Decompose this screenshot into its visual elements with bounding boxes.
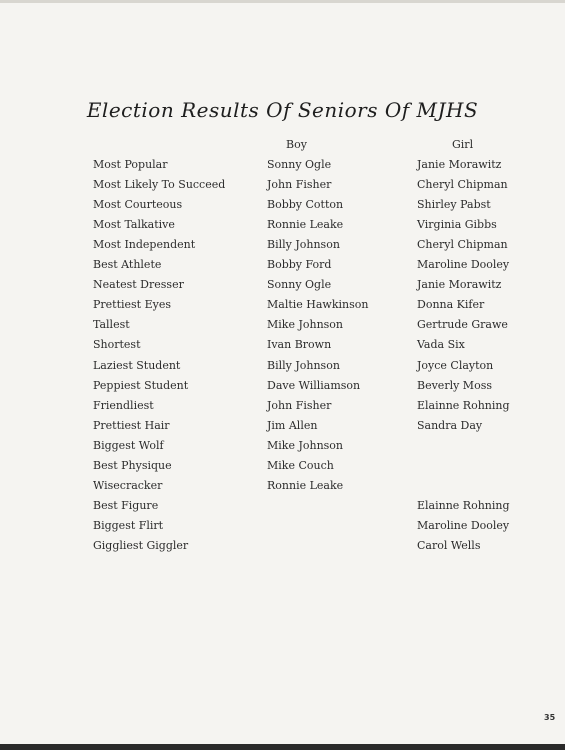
girl-winner: Vada Six	[417, 338, 465, 351]
boy-winner: Mike Johnson	[267, 439, 344, 452]
category-label: Most Talkative	[93, 218, 175, 231]
result-row	[0, 399, 565, 419]
girl-winner: Cheryl Chipman	[417, 238, 508, 251]
result-row	[0, 539, 565, 559]
boy-winner: Ronnie Leake	[267, 218, 344, 231]
category-label: Best Physique	[93, 459, 172, 472]
category-label: Most Popular	[93, 158, 168, 171]
result-row	[0, 258, 565, 278]
boy-winner: John Fisher	[267, 399, 332, 412]
boy-winner: Ivan Brown	[267, 338, 332, 351]
result-row	[0, 278, 565, 298]
girl-winner: Maroline Dooley	[417, 519, 510, 532]
result-row	[0, 298, 565, 318]
category-label: Most Likely To Succeed	[93, 178, 226, 191]
category-label: Shortest	[93, 338, 141, 351]
girl-winner: Beverly Moss	[417, 379, 492, 392]
category-label: Best Figure	[93, 499, 159, 512]
page-number: 35	[544, 713, 556, 722]
result-row	[0, 379, 565, 399]
girl-winner: Maroline Dooley	[417, 258, 510, 271]
category-label: Prettiest Eyes	[93, 298, 171, 311]
result-row	[0, 359, 565, 379]
girl-winner: Shirley Pabst	[417, 198, 491, 211]
category-label: Prettiest Hair	[93, 419, 170, 432]
result-row	[0, 419, 565, 439]
category-label: Best Athlete	[93, 258, 162, 271]
category-label: Tallest	[93, 318, 130, 331]
category-label: Laziest Student	[93, 359, 181, 372]
girl-winner: Gertrude Grawe	[417, 318, 508, 331]
boy-winner: Sonny Ogle	[267, 158, 332, 171]
boy-winner: Mike Johnson	[267, 318, 344, 331]
girl-winner: Donna Kifer	[417, 298, 485, 311]
boy-winner: Dave Williamson	[267, 379, 361, 392]
result-row	[0, 479, 565, 499]
page-top-edge	[0, 0, 565, 3]
boy-column-header: Boy	[286, 138, 307, 151]
result-row	[0, 318, 565, 338]
category-label: Biggest Wolf	[93, 439, 164, 452]
girl-winner: Joyce Clayton	[417, 359, 494, 372]
girl-winner: Elainne Rohning	[417, 399, 510, 412]
result-row	[0, 499, 565, 519]
girl-winner: Janie Morawitz	[417, 158, 502, 171]
girl-winner: Carol Wells	[417, 539, 481, 552]
boy-winner: Billy Johnson	[267, 359, 340, 372]
result-row	[0, 218, 565, 238]
result-row	[0, 519, 565, 539]
result-row	[0, 178, 565, 198]
boy-winner: Ronnie Leake	[267, 479, 344, 492]
girl-winner: Sandra Day	[417, 419, 483, 432]
category-label: Giggliest Giggler	[93, 539, 189, 552]
boy-winner: Billy Johnson	[267, 238, 340, 251]
category-label: Most Courteous	[93, 198, 183, 211]
category-label: Neatest Dresser	[93, 278, 184, 291]
boy-winner: Maltie Hawkinson	[267, 298, 369, 311]
result-row	[0, 198, 565, 218]
girl-column-header: Girl	[452, 138, 474, 151]
category-label: Peppiest Student	[93, 379, 189, 392]
result-row	[0, 158, 565, 178]
girl-winner: Janie Morawitz	[417, 278, 502, 291]
page-title: Election Results Of Seniors Of MJHS	[86, 98, 479, 122]
category-label: Biggest Flirt	[93, 519, 164, 532]
page-bottom-edge	[0, 744, 565, 750]
boy-winner: Bobby Cotton	[267, 198, 344, 211]
girl-winner: Cheryl Chipman	[417, 178, 508, 191]
result-row	[0, 439, 565, 459]
boy-winner: Sonny Ogle	[267, 278, 332, 291]
boy-winner: Bobby Ford	[267, 258, 332, 271]
category-label: Wisecracker	[93, 479, 163, 492]
boy-winner: John Fisher	[267, 178, 332, 191]
girl-winner: Virginia Gibbs	[417, 218, 497, 231]
category-label: Friendliest	[93, 399, 154, 412]
result-row	[0, 338, 565, 358]
result-row	[0, 238, 565, 258]
boy-winner: Mike Couch	[267, 459, 334, 472]
category-label: Most Independent	[93, 238, 196, 251]
result-row	[0, 459, 565, 479]
girl-winner: Elainne Rohning	[417, 499, 510, 512]
boy-winner: Jim Allen	[267, 419, 318, 432]
